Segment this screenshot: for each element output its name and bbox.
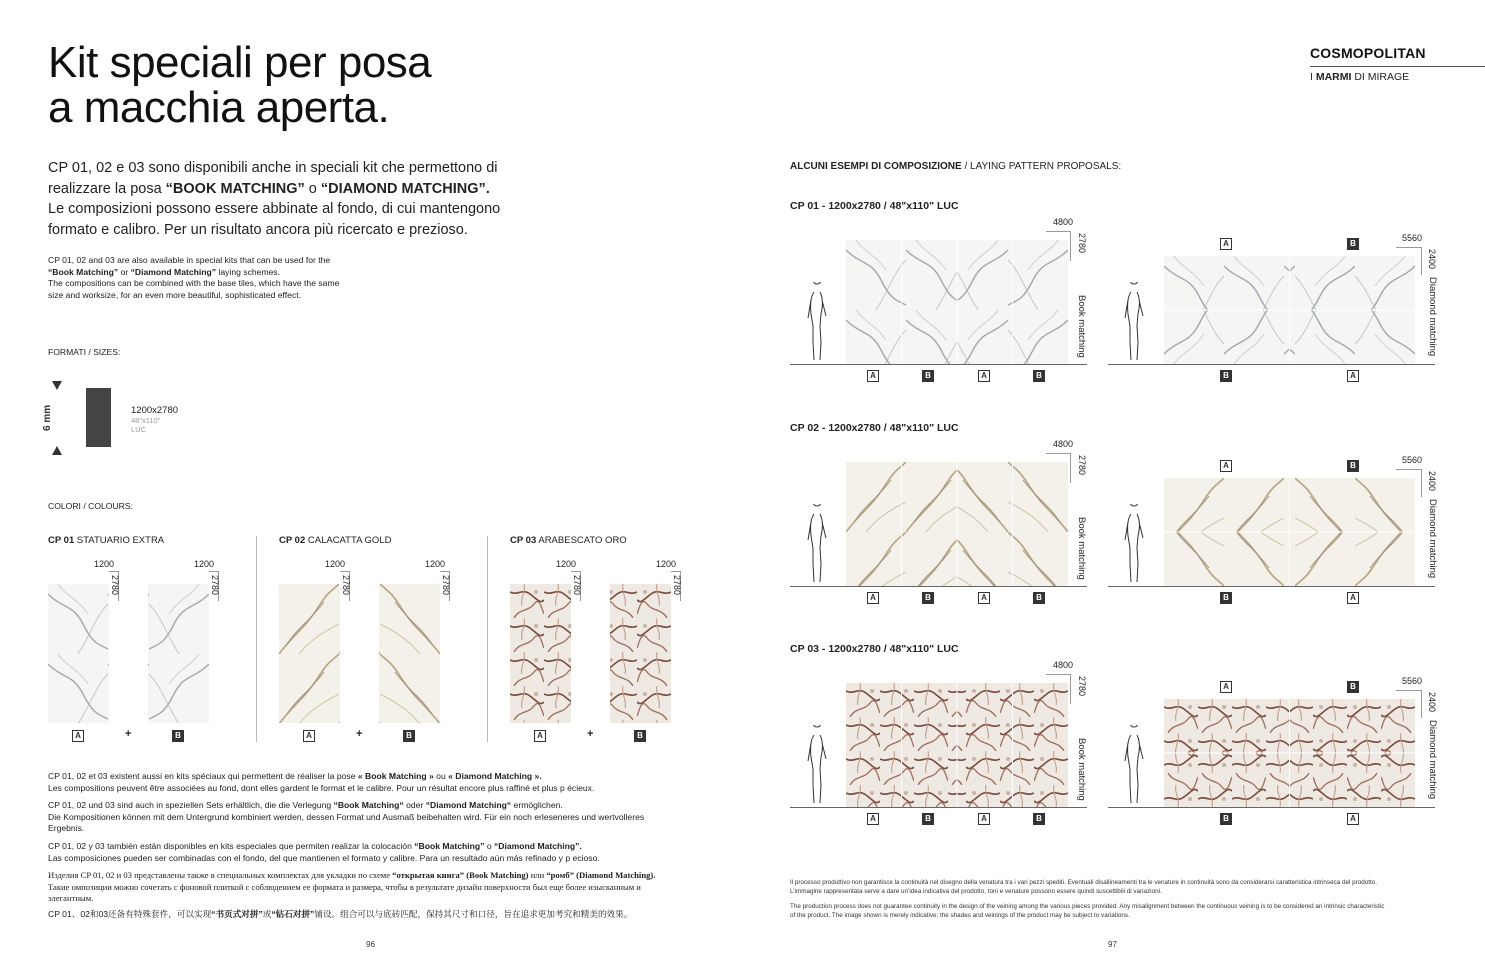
brand-name: COSMOPOLITAN	[1310, 45, 1426, 61]
dim-bracket	[1046, 231, 1071, 261]
ground-line	[790, 586, 1087, 587]
slab-a	[510, 584, 571, 723]
slab-b	[148, 584, 209, 723]
badge-a: A	[1347, 370, 1359, 382]
disclaimer-it: Il processo produttivo non garantisce la continuità nel disegno della venatura tra i vari pezzi spediti. Eventuali disallineamenti tra le venature in continuità sono da considerarsi caratteristica intrinseca del prodotto. L’immagine rappresentata serve a dare un’idea indicativa del prodotto, toni e venature possono essere quindi suscettibili di variazioni.	[790, 879, 1377, 895]
slab-b	[379, 584, 440, 723]
dim-bracket	[1046, 674, 1071, 704]
plus-sign: +	[356, 728, 363, 740]
width-dim: 4800	[1053, 217, 1074, 227]
title-line-1: Kit speciali per posa	[48, 38, 432, 87]
intro-paragraph: CP 01, 02 e 03 sono disponibili anche in speciali kit che permettono di realizzare la posa “BOOK MATCHING” o “DIAMOND MATCHING”. Le composizioni possono essere abbinate al fondo, di cui mantengono formato e calibro. Per un risultato ancora più ricercato e prezioso.	[48, 160, 501, 238]
height-dim: 2400	[1427, 471, 1437, 492]
badge-b: B	[1347, 238, 1359, 250]
plus-sign: +	[125, 728, 132, 740]
badge-b: B	[172, 730, 184, 742]
height-dim: 2780	[672, 575, 682, 596]
width-dim: 5560	[1402, 455, 1423, 465]
page-title	[48, 40, 431, 130]
width-dim: 1200	[425, 559, 446, 569]
badge-b: B	[1220, 370, 1232, 382]
badge-a: A	[534, 730, 546, 742]
badge-b: B	[1033, 370, 1045, 382]
width-dim: 1200	[656, 559, 677, 569]
ground-line	[790, 364, 1087, 365]
brand-subtitle: I MARMI DI MIRAGE	[1310, 71, 1410, 83]
height-dim: 2780	[1077, 455, 1087, 476]
slab-a	[279, 584, 340, 723]
human-scale-figure	[1122, 725, 1148, 812]
divider	[256, 536, 257, 742]
disclaimer-en: The production process does not guarantee continuity in the design of the veining among the various pieces provided. Any misalignment between the continuous veining is to be considered an intrinsic characteristic of the product. The image shown is merely indicative; the shades and veinings of the product may be subject to variations.	[790, 903, 1385, 919]
height-dim: 2780	[441, 575, 451, 596]
section-title: ALCUNI ESEMPI DI COMPOSIZIONE / LAYING PATTERN PROPOSALS:	[790, 161, 1122, 172]
ground-line	[1108, 807, 1435, 808]
book-matching-label: Book matching	[1076, 295, 1087, 358]
height-dim: 2780	[1077, 676, 1087, 697]
divider	[487, 536, 488, 742]
slab-b	[610, 584, 671, 723]
formats-label: FORMATI / SIZES:	[48, 347, 121, 357]
badge-a: A	[1220, 460, 1232, 472]
badge-b: B	[634, 730, 646, 742]
height-dim: 2780	[572, 575, 582, 596]
thickness-label: 6 mm	[42, 404, 53, 432]
arrow-up-icon	[52, 446, 62, 455]
badge-a: A	[1220, 681, 1232, 693]
composition-title: CP 03 - 1200x2780 / 48"x110" LUC	[790, 643, 959, 655]
badge-a: A	[867, 592, 879, 604]
russian-paragraph: Изделия CP 01, 02 и 03 представлены также в специальных комплектах для укладки по схеме “открытая книга” (Book Matching) или “ромб” (Diamond Matching). Такие омпозиции можно сочетать с фоновой плиткой с соблюдением ее формата и размера, чтобы в результате дизайн поверхности был еще более изысканным и элегантным.	[48, 870, 656, 903]
french-paragraph: CP 01, 02 et 03 existent aussi en kits spéciaux qui permettent de réaliser la pose « Book Matching » ou « Diamond Matching ». Les compositions peuvent être associées au fond, dont elles gardent le format et le calibre. Pour un résultat encore plus raffiné et plus p écieux.	[48, 771, 595, 793]
english-paragraph: CP 01, 02 and 03 are also available in special kits that can be used for the “Book Matching” or “Diamond Matching” laying schemes. The compositions can be combined with the base tiles, which have the same size and worksize, for an even more beautiful, sophisticated effect.	[48, 255, 340, 300]
width-dim: 5560	[1402, 233, 1423, 243]
badge-a: A	[1220, 238, 1232, 250]
diamond-matching-slab	[1164, 478, 1415, 586]
human-scale-figure	[805, 725, 831, 812]
height-dim: 2780	[110, 575, 120, 596]
ground-line	[1108, 364, 1435, 365]
colours-label: COLORI / COLOURS:	[48, 501, 133, 511]
page-number-left: 96	[366, 940, 375, 949]
slab-a	[48, 584, 109, 723]
plus-sign: +	[587, 728, 594, 740]
diamond-matching-label: Diamond matching	[1427, 499, 1438, 579]
colour-heading: CP 03 ARABESCATO ORO	[510, 535, 627, 546]
badge-b: B	[1033, 813, 1045, 825]
dim-bracket	[1396, 690, 1422, 718]
badge-b: B	[1033, 592, 1045, 604]
badge-b: B	[1220, 813, 1232, 825]
german-paragraph: CP 01, 02 und 03 sind auch in speziellen Sets erhältlich, die die Verlegung “Book Matching“ oder “Diamond Matching“ ermöglichen. Die Kompositionen können mit dem Untergrund kombiniert werden, dessen Format und Ausmaß beibehalten wird. Für ein noch erleseneres und wertvolleres Ergebnis.	[48, 800, 645, 833]
spanish-paragraph: CP 01, 02 y 03 también están disponibles en kits especiales que permiten realizar la colocación “Book Matching” o “Diamond Matching”. Las composiciones pueden ser combinadas con el fondo, del que mantienen el formato y calibre. Para un resultado aún más refinado y p ecioso.	[48, 841, 600, 863]
diamond-matching-slab	[1164, 699, 1415, 807]
width-dim: 5560	[1402, 676, 1423, 686]
badge-a: A	[303, 730, 315, 742]
human-scale-figure	[1122, 504, 1148, 591]
badge-a: A	[978, 370, 990, 382]
book-matching-label: Book matching	[1076, 738, 1087, 801]
size-info: 1200x2780 48"x110" LUC	[131, 405, 179, 434]
width-dim: 1200	[556, 559, 577, 569]
badge-b: B	[403, 730, 415, 742]
badge-b: B	[1347, 681, 1359, 693]
book-matching-slab	[846, 683, 1068, 807]
human-scale-figure	[1122, 282, 1148, 369]
badge-b: B	[922, 370, 934, 382]
badge-a: A	[978, 813, 990, 825]
height-dim: 2780	[210, 575, 220, 596]
badge-a: A	[978, 592, 990, 604]
width-dim: 4800	[1053, 439, 1074, 449]
human-scale-figure	[805, 282, 831, 369]
book-matching-slab	[846, 462, 1068, 586]
chinese-paragraph: CP 01、02和03还备有特殊套件，可以实现“书页式对拼”或“钻石对拼”铺设。组合可以与底砖匹配，保持其尺寸和口径，旨在追求更加考究和精美的效果。	[48, 909, 633, 919]
book-matching-label: Book matching	[1076, 517, 1087, 580]
dim-bracket	[1396, 469, 1422, 497]
width-dim: 1200	[94, 559, 115, 569]
height-dim: 2780	[1077, 233, 1087, 254]
height-dim: 2780	[341, 575, 351, 596]
diamond-matching-slab	[1164, 256, 1415, 364]
width-dim: 4800	[1053, 660, 1074, 670]
badge-b: B	[1220, 592, 1232, 604]
ground-line	[1108, 586, 1435, 587]
colour-heading: CP 02 CALACATTA GOLD	[279, 535, 392, 546]
height-dim: 2400	[1427, 249, 1437, 270]
composition-title: CP 01 - 1200x2780 / 48"x110" LUC	[790, 200, 959, 212]
badge-b: B	[1347, 460, 1359, 472]
badge-b: B	[922, 592, 934, 604]
title-line-2: a macchia aperta.	[48, 83, 390, 132]
page-number-right: 97	[1108, 940, 1117, 949]
colour-heading: CP 01 STATUARIO EXTRA	[48, 535, 165, 546]
badge-b: B	[922, 813, 934, 825]
arrow-down-icon	[52, 381, 62, 390]
brand-rule	[1310, 66, 1485, 67]
dim-bracket	[1396, 247, 1422, 275]
dim-bracket	[1046, 453, 1071, 483]
badge-a: A	[72, 730, 84, 742]
size-swatch	[86, 388, 111, 447]
diamond-matching-label: Diamond matching	[1427, 720, 1438, 800]
badge-a: A	[1347, 592, 1359, 604]
width-dim: 1200	[325, 559, 346, 569]
diamond-matching-label: Diamond matching	[1427, 277, 1438, 357]
badge-a: A	[1347, 813, 1359, 825]
composition-title: CP 02 - 1200x2780 / 48"x110" LUC	[790, 422, 959, 434]
badge-a: A	[867, 370, 879, 382]
human-scale-figure	[805, 504, 831, 591]
ground-line	[790, 807, 1087, 808]
width-dim: 1200	[194, 559, 215, 569]
badge-a: A	[867, 813, 879, 825]
book-matching-slab	[846, 240, 1068, 364]
height-dim: 2400	[1427, 692, 1437, 713]
